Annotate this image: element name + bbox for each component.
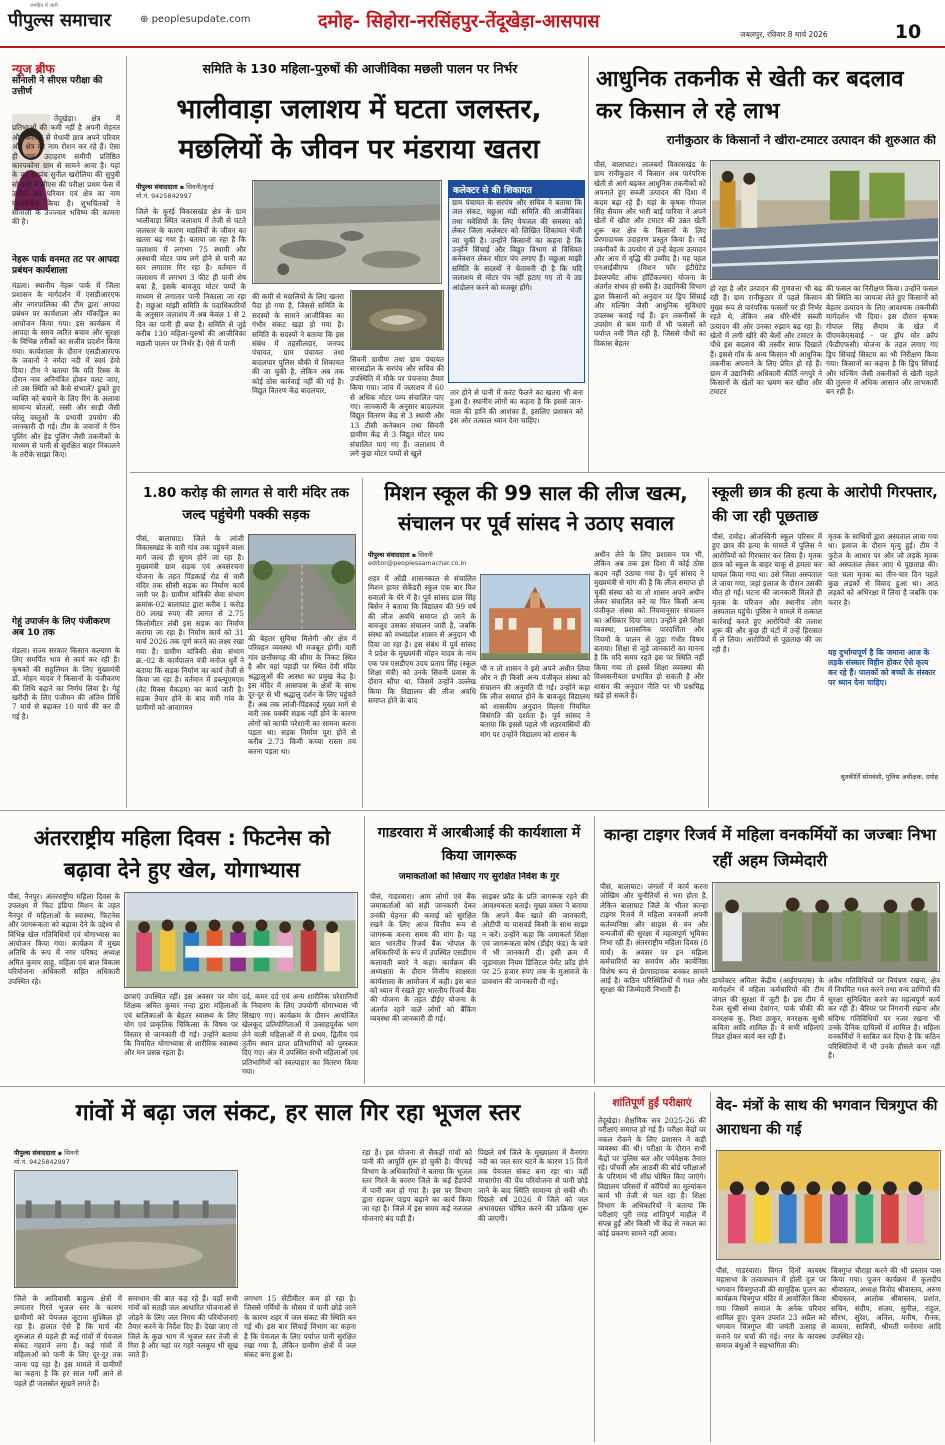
col-divider-1 — [588, 56, 589, 472]
story-womens-day — [0, 812, 362, 1084]
story8-col1: पीसं, बालाघाट। जंगलों में कार्य करना जोखिम और चुनौतियों से भरा होता है, लेकिन बालाघाट जिले के भीतर कान्हा टाइगर रिजर्व में महिला वनकर्मी अपनी कर्तव्यनिष्ठा और साहस से वन और वन्यजीवों की सुरक्षा में महत्वपूर्ण भूमिका निभा रही हैं। अंतरराष्ट्रीय महिला दिवस (8 मार्च) के अवसर पर इन महिला कर्मचारियों का समर्पण और कार्यनिष्ठा विशेष रूप से प्रेरणादायक बनकर सामने आई है। कठिन परिस्थितियों में गश्त और सुरक्षा की जिम्मेदारी निभाती हैं। — [600, 882, 708, 995]
story1-byline-label: पीपुल्स संवाददाता — [136, 183, 178, 191]
brief-item3-title: गेहूं उपार्जन के लिए पंजीकरण अब 10 तक — [12, 617, 110, 638]
sidebar-divider — [126, 56, 127, 808]
story-bhaliwada — [130, 52, 585, 472]
womens-day-rally-photo — [124, 892, 358, 988]
story11-col2: चित्रगुप्त चौराहा करने की भी प्रस्ताव पास किया गया। पूजन कार्यक्रम में कुलदीप श्रीवास्तव, अध्यक्ष विनोद श्रीवास्तव, अरुण श्रीवास्तव, आलोक श्रीवास्तव, प्रशांत, सचिन, संदीप, संजय, सुनील, राहुल, सौरभ, सुरेश, अनिल, मनीष, रौनक, कामना, सावित्री, श्रीमती मनोरमा आदि उपस्थित रहे। — [831, 1266, 941, 1341]
story1-headline: भालीवाड़ा जलाशय में घटता जलस्तर, मछलियों के जीवन पर मंडराया खतरा — [176, 94, 542, 165]
road-construction-photo — [248, 534, 356, 630]
story5-headline: स्कूली छात्र की हत्या के आरोपी गिरफ्तार, की जा रही पूछताछ — [712, 483, 938, 525]
story3-col2: की बेहतर सुविधा मिलेगी और क्षेत्र में परिवहन व्यवस्था भी मजबूत होगी। वारी गांव छत्तीसगढ़ की सीमा के निकट स्थित है और यहां पहाड़ी पर स्थित देवी मंदिर श्रद्धालुओं की आस्था का प्रमुख केंद्र है। इस मंदिर में आसपास के क्षेत्रों के साथ दूर-दूर से भी श्रद्धालु दर्शन के लिए पहुंचते हैं। अब तक लांजी-पिंडकाई मुख्य मार्ग से वारी तक पक्की सड़क नहीं होने के कारण लोगों को काफी परेशानी का सामना करना पड़ता था। सड़क निर्माण पूरा होने से करीब 2.73 किमी कच्चा रास्ता तय करना पड़ता था। — [248, 634, 356, 756]
story4-headline: मिशन स्कूल की 99 साल की लीज खत्म, संचालन पर पूर्व सांसद ने उठाए सवाल — [384, 481, 688, 535]
story2-col2: हो रहा है और उत्पादन की गुणवत्ता भी बढ़ रही है। ग्राम रानीकुठार में पहले किसान मुख्य रूप से पारंपरिक फसलों पर ही निर्भर रहते थे, लेकिन अब धीरे-धीरे सब्जी उत्पादन की ओर उनका रुझान बढ़ रहा है। खेतों में लगी खीरे की बेलों और टमाटर के पौधे इस बदलाव की तस्वीर साफ दिखाते हैं। इससे गाँव के अन्य किसान भी आधुनिक तकनीक अपनाने के लिए प्रेरित हो रहे हैं। ग्राम में उद्यानिकी अधिकारी कीर्ति नगपुरे ने किसानों के खेतों का भ्रमण कर खीरा और टमाटर — [710, 284, 822, 397]
story6-headline: अंतरराष्ट्रीय महिला दिवस : फिटनेस को बढ़ावा देने हुए खेल, योगाभ्यास — [33, 826, 331, 882]
page-number: 10 — [894, 21, 922, 43]
story11-headline: वेद- मंत्रों के साथ की भगवान चित्रगुप्त की आराधना की गई — [716, 1098, 938, 1138]
story9-byline-place: सिवनी — [64, 1149, 79, 1157]
dry-dam-photo — [14, 1170, 238, 1288]
brief-item2-text: मंडला। स्थानीय नेहरू पार्क में जिला प्रशासन के मार्गदर्शन में एसडीआरएफ और नगरपालिका की टीम द्वारा आपदा प्रबंधन पर कार्यशाला और मॉकड्रिल का आयोजन किया गया। इस कार्यक्रम में आपदा के समय त्वरित बचाव और सुरक्षा के विभिन्न तरीकों का सजीव प्रदर्शन किया गया। कार्यशाला के दौरान एसडीआरएफ के जवानों ने नर्मदा नदी में स्वयं डेमो दिया। टीम ने बताया कि यदि रिस्क के दौरान नाव अनियंत्रित होकर पलट जाए, तो उस स्थिति को कैसे संभालें? डूबते हुए व्यक्ति को बचाने के लिए रिंग के अलावा सामान्य बोतलों, रस्सी और साड़ी जैसी घरेलू वस्तुओं के प्रभावी उपयोग की जानकारी दी गई। टीम के जवानों ने पिन पुलिंग और हेड पुलिंग जैसी तकनीकों के माध्यम से पानी से सुरक्षित बाहर निकालने के तरीके साझा किए। — [12, 281, 120, 460]
col-divider-6 — [594, 1092, 595, 1442]
story2-deck: रानीकुठार के किसानों ने खीरा-टमाटर उत्पादन की शुरुआत की — [666, 134, 936, 147]
quote-attribution: श्रुतकीर्ति सोमवंशी, पुलिस अधीक्षक, दमोह — [840, 773, 938, 781]
story5-col2: मृतक के साथियों द्वारा अस्पताल लाया गया था। इलाज के दौरान मृत्यु हुई। टीम ने फुटेज के आधार पर और जो लड़के मृतक को अस्पताल लेकर आए थे पूछताछ की। पता चला मृतक का तीन-चार दिन पहले कुछ लड़कों से विवाद हुआ था। आठ लड़कों को अभिरक्षा में लिया है जबकि एक फरार है। — [828, 532, 938, 607]
story6-col1: पीसं, नैनपुर। अंतरराष्ट्रीय महिला दिवस के उपलक्ष्य में फिट इंडिया मिशन के तहत नैनपुर में महिलाओं के स्वास्थ्य, फिटनेस और जागरूकता को बढ़ावा देने के उद्देश्य से विभिन्न खेल गतिविधियों एवं योगाभ्यास का आयोजन किया गया। कार्यक्रम में मुख्य अतिथि के रूप में नगर परिषद अध्यक्ष अमित कुमार साहू, महिला एवं बाल विकास परियोजना अधिकारी सहित अधिकारी उपस्थित रहे। — [8, 892, 120, 986]
story8-col2: डायरेक्टर अमिता केंद्रीय (आईएफएस) के मार्गदर्शन में महिला कर्मचारियों की टीम जंगल की सुरक्षा में जुटी है। इस टीम में रेंजर सुश्री संध्या देवांगन, पार्क चौकी की वनरक्षक कु. निशा ठाकुर, वनरक्षक सुश्री कविता आदि शामिल हैं। ये सभी महिलाएं निडर होकर कार्य कर रही हैं। — [712, 976, 824, 1042]
brand-logo — [8, 8, 111, 32]
masthead — [0, 0, 945, 48]
col-divider-3 — [708, 478, 709, 808]
story9-col4: रहा है। इस योजना से सैकड़ों गांवों को पानी की आपूर्ति शुरू हो चुकी है। पीएचई विभाग के अधिकारियों ने बताया कि भूजल स्तर गिरने के कारण जिले के कई हैंडपंपों में पानी कम हो गया है। इस पर विभाग द्वारा राइजर पाइप बढ़ाने का कार्य किया जा रहा है। जिले में इस समय कई नलजल योजनाएं बंद पड़ी हैं। — [362, 1148, 472, 1223]
quote-box — [828, 648, 938, 806]
story9-headline: गांवों में बढ़ा जल संकट, हर साल गिर रहा भूजल स्तर — [75, 1100, 521, 1126]
story-exams — [596, 1088, 708, 1445]
dry-reservoir-photo — [252, 180, 442, 284]
story1-col3: सिवनी ग्रामीण तथा ग्राम पंचायत सारसडोल के सरपंच और सचिव की उपस्थिति में मौके पर पंचनामा तैयार किया गया। जांच में जलाशय में 60 से अधिक मोटर पम्प संचालित पाए गए। जानकारी के अनुसार बादलपार विद्युत वितरण केंद्र से 3 स्थायी और 13 टीसी कनेक्शन तथा सिवनी ग्रामीण केंद्र से 3 विद्युत मोटर पम्प संचालित पाए गए हैं। जलाशय में लगे कुछ मोटर पम्पों से खुले — [350, 355, 444, 459]
complaint-box-text: ग्राम पंचायत के सरपंच और सचिव ने बताया कि जल संकट, मछुआ मंडी समिति की आजीविका तथा मवेशियों के लिए पेयजल की समस्या को लेकर जिला कलेक्टर को लिखित शिकायत भेजी जा चुकी है। उन्होंने किसानों का कहना है कि उन्होंने सिंचाई और विद्युत विभाग से विधिवत कनेक्शन लेकर मोटर पंप लगाए हैं। मछुआ माझी समिति के सदस्यों ने चेतावनी दी है कि यदि जलाशय से मोटर पंप नहीं हटाए गए तो वे उग्र आंदोलन करने को मजबूर होंगे। — [452, 198, 582, 292]
brief-item1-text: तेंदूखेड़ा। क्षेत्र में प्रतिभाओं की कमी नहीं है अपनी मेहनत और परिश्रम से मेधावी छात्र अपने परिवार और क्षेत्र का नाम रोशन कर रहे हैं। ऐसा ही एक उदाहरण समीपी प्रतिष्ठित कारपकोना ग्राम से सामने आया है। यहां के पूर्व सरपंच सुनील खरोलिया की सुपुत्री सोनाली ने सीएस की परीक्षा प्रथम फेस में उत्तीर्ण कर परिवार एवं क्षेत्र का नाम गौरवान्वित किया है। शुभचिंतकों ने सोनाली के उज्ज्वल भविष्य की कामना की है। — [12, 114, 120, 227]
story1-kicker: समिति के 130 महिला-पुरुषों की आजीविका मछली पालन पर निर्भर — [202, 62, 518, 76]
story4-col2: भी न तो शासन ने इसे अपने अधीन लिया और न ही किसी अन्य पंजीकृत संस्था को संचालन की अनुमति दी गई। उन्होंने कहा कि लीज समाप्त होने के बावजूद विद्यालय को शासकीय अनुदान मिलना नियमित विसंगति की दर्शाता है। पूर्व सांसद ने बताया कि इससे पहले भी शहरवासियों की मांग पर उन्होंने विद्यालय को शासन के — [480, 664, 590, 739]
story9-col2: समाधान की बात कह रहे हैं। यहाँ सभी गांवों को सतही जल आधारित योजनाओं से जोड़ने के लिए जल निगम की परियोजनाएं तैयार करने के निर्देश दिए हैं। देखा जाए तो जिले के कुछ भाग में भूजल स्तर तेजी से गिरा है और यहां पर गहरे नलकूप भी सूख जाते हैं। — [128, 1294, 238, 1360]
story3-headline: 1.80 करोड़ की लागत से वारी मंदिर तक जल्द पहुंचेगी पक्की सड़क — [142, 485, 350, 523]
farmers-field-photo — [710, 160, 940, 280]
chitragupt-puja-photo — [716, 1150, 941, 1260]
story9-byline-label: पीपुल्स संवाददाता — [14, 1149, 56, 1157]
story4-col1: शहर में ओंडी शासनकाल से संचालित मिशन हायर सेकेंडरी स्कूल एक बार फिर सवालों के घेरे में है। पूर्व सांसद ढाल सिंह बिसेन ने बताया कि विद्यालय की 99 वर्ष की लीज अवधि समाप्त हो जाने के बावजूद उसका संचालन जारी है, जबकि संस्था को मध्यप्रदेश शासन से अनुदान भी दिया जा रहा है। इस संबंध में पूर्व सांसद ने प्रदेश के मुख्यमंत्री मोहन यादव के नाम एक पत्र एसडीएम उदय प्रताप सिंह (स्कूल शिक्षा मंत्री) को उनके सिवनी प्रवास के दौरान सौंपा था, जिसमें उन्होंने उल्लेख किया कि विद्यालय की लीज अवधि समाप्त होने के बाद — [368, 574, 476, 706]
story4-byline-email: editor@peoplessamachar.co.in — [368, 559, 467, 567]
story8-col3: अवैध गतिविधियों पर नियंत्रण रखना, क्षेत्र में नियमित गश्त करने तथा वन्य प्राणियों की सुरक्षा सुनिश्चित करने का महत्वपूर्ण कार्य कर रही हैं। बैरियर पर निगरानी रखना और संदिग्ध गतिविधियों पर नजर रखना भी उनके दैनिक दायित्वों में शामिल है। महिला वनकर्मियों ने साबित कर दिया है कि कठिन परिस्थितियों में भी उनके हौसले कम नहीं हैं। — [828, 976, 940, 1061]
story10-col1: तेंदूखेड़ा। शैक्षणिक सत्र 2025-26 की परीक्षाएं समाप्त हो गई हैं। परीक्षा केंद्रों पर नकल रोकने के लिए प्रशासन ने कड़ी व्यवस्था की थी। परीक्षा के दौरान सभी केंद्रों पर पुलिस बल और पर्यवेक्षक तैनात रहे। पाँचवीं और आठवीं की बोर्ड परीक्षाओं के परिणाम भी शीघ्र घोषित किए जाएंगे। विद्यालय परिसरों में कॉपियों का मूल्यांकन कार्य भी तेजी से चल रहा है। शिक्षा विभाग के अधिकारियों ने बताया कि परीक्षाएं पूरी तरह शांतिपूर्ण माहौल में संपन्न हुईं और किसी भी केंद्र से नकल का कोई प्रकरण सामने नहीं आया। — [598, 1116, 706, 1238]
website-link[interactable] — [140, 14, 250, 25]
story8-headline: कान्हा टाइगर रिजर्व में महिला वनकर्मियों का जज्बाः निभा रहीं अहम जिम्मेदारी — [604, 825, 936, 870]
story1-col1: जिले के कुरई विकासखंड क्षेत्र के ग्राम भालीवाड़ा स्थित जलाशय में तेजी से घटते जलस्तर के कारण मछलियों के जीवन का खतरा बढ़ गया है। बताया जा रहा है कि जलाशय में लगभग 75 स्थायी और अस्थायी मोटर पम्प लगे होने से पानी का स्तर लगातार गिर रहा है। वर्तमान में जलाशय में लगभग 3 फीट ही पानी शेष बचा है, इसके बावजूद मोटर पम्पों के माध्यम से लगातार पानी निकाला जा रहा है। मछुआ मांझी समिति के पदाधिकारियों के अनुसार जलाशय में अब केवल 1 से 2 दिन का पानी ही बचा है। समिति से जुड़े करीब 130 महिला-पुरुषों की आजीविका मछली पालन पर निर्भर है। ऐसे में पानी — [136, 207, 246, 348]
website-url: peoplesupdate.com — [151, 14, 251, 25]
story1-byline: पीपुल्स संवाददाता ▪ सिवनी/कुरई मो.नं. 9425842997 — [136, 183, 214, 200]
complaint-box-title: कलेक्टर से की शिकायत — [449, 181, 584, 198]
story6-col3: दर्द, कमर दर्द एवं अन्य शारीरिक परेशानियों के निवारण के लिए उपयोगी योगाभ्यास भी सिखाए गए। कार्यक्रम के दौरान आयोजित खेलकूद प्रतियोगिताओं में उत्साहपूर्वक भाग लेने वाली महिलाओं में से प्रथम, द्वितीय एवं तृतीय स्थान प्राप्त प्रतिभागियों को पुरस्कार दिए गए। अंत में उपस्थित सभी महिलाओं एवं प्रतिभागियों को स्वल्पाहार का वितरण किया गया। — [242, 992, 358, 1077]
story5-col1: पीसं, दमोह। ओजस्विनी स्कूल परिसर में हुए छात्र की हत्या के मामले में पुलिस ने आरोपियों को गिरफ्तार कर लिया है। मृतक छात्र को स्कूल के बाहर चाकू से हमला कर घायल किया गया था। उसे जिला अस्पताल ले जाया गया, जहां इलाज के दौरान उसकी मौत हो गई। घटना की जानकारी मिलते ही मृतक के परिजन और स्थानीय लोग अस्पताल पहुंचे। पुलिस ने मामले में तत्काल कार्रवाई करते हुए आरोपियों की तलाश शुरू की और कुछ ही घंटों में उन्हें हिरासत में ले लिया। आरोपियों से पूछताछ की जा रही है। — [712, 532, 822, 654]
story2-col1: पीसं, बालाघाट। लालबर्रा विकासखंड के ग्राम रानीकुठार में किसान अब पारंपरिक खेती से आगे बढ़कर आधुनिक तकनीकों को अपनाते हुए सब्जी उत्पादन की दिशा में कदम बढ़ा रहे हैं। यहां के कृषक गोपाल सिंह सैयाम और भारी बाई पारिया ने अपने खेतों में खीरा और टमाटर की उन्नत खेती शुरू कर क्षेत्र के किसानों के लिए प्रेरणादायक उदाहरण प्रस्तुत किया है। नई तकनीकों के उपयोग से उन्हें बेहतर उत्पादन और आय में वृद्धि की उम्मीद है। यह पहल एनआईबीएफ (मिशन फॉर इंटीग्रेटेड डेवलपमेंट ऑफ हॉर्टिकल्चर) योजना के अंतर्गत संभव हो सकी है। उद्यानिकी विभाग द्वारा किसानों को अनुदान पर ड्रिप सिंचाई और मल्चिंग जैसी आधुनिक सुविधाएं उपलब्ध कराई गई हैं। इन तकनीकों के उपयोग से कम पानी में भी फसलों को पर्याप्त नमी मिल रही है, जिससे पौधों का विकास बेहतर — [594, 160, 706, 348]
story-modern-farming — [590, 52, 945, 472]
story2-headline: आधुनिक तकनीक से खेती कर बदलाव कर किसान ले रहे लाभ — [596, 67, 904, 124]
story1-col4: तार होने से पानी में करंट फैलने का खतरा भी बना हुआ है। स्थानीय लोगों का कहना है कि इससे जान-माल की हानि की आशंका है, इसलिए प्रशासन को इस ओर तत्काल ध्यान देना चाहिए। — [450, 388, 583, 426]
story9-col1: जिले के आदिवासी बाहुल्य क्षेत्रों में लगातार गिरते भूजल स्तर के कारण ग्रामीणों को पेयजल जुटाना मुश्किल हो रहा है। हालात ऐसे हैं कि मार्च की शुरुआत से पहले ही कई गांवों में पेयजल संकट गहराने लगा है। कई गांवों में महिलाओं को पानी के लिए दूर-दूर तक जाना पड़ रहा है। इस मामले में ग्रामीणों का कहना है कि हर साल गर्मी आने से पहले ही जलस्रोत सूखने लगते हैं। — [14, 1294, 122, 1388]
story1-col2: की कमी से मछलियों के लिए खतरा पैदा हो गया है, जिससे समिति के सदस्यों के सामने आजीविका का गंभीर संकट खड़ा हो गया है। समिति के सदस्यों ने बताया कि इस संबंध में तहसीलदार, जनपद पंचायत, ग्राम पंचायत तथा बादलपार पुलिस चौकी में शिकायत की जा चुकी है, लेकिन अब तक कोई ठोस कार्रवाई नहीं की गई है। विद्युत वितरण केंद्र बादलपार, — [252, 292, 344, 396]
story9-col5: पिछले वर्ष जिले के मुख्यालय में वैनगंगा नदी का जल स्तर घटने के कारण 15 दिनों तक पेयजल संकट बना रहा था। वहीं माचागोरा की पेंच परियोजना से पानी छोड़े जाने के बाद स्थिति सामान्य हो सकी थी। पिछले वर्ष 2026 में जिले को जल अभावग्रस्त घोषित करने की प्रक्रिया शुरू की जाएगी। — [478, 1148, 588, 1223]
row-divider-1 — [130, 472, 945, 473]
story-road — [130, 474, 360, 808]
story4-byline: पीपुल्स संवाददाता ▪ सिवनी editor@peoplessamachar.co.in — [368, 551, 467, 567]
story2-col3: की फसल का निरीक्षण किया। उन्होंने फसल की स्थिति का जायजा लेते हुए किसानों को बेहतर उत्पादन के लिए आवश्यक तकनीकी मार्गदर्शन भी दिया। इस दौरान कृषक गोपाल सिंह सैयाम के खेत में पीएमकेएसवाई - पर ड्रॉप मोर क्रॉप (फैडीएफसी) योजना के तहत लगाए गए ड्रिप सिंचाई सिस्टम का भी निरीक्षण किया गया। किसानों का कहना है कि ड्रिप सिंचाई और मल्चिंग जैसी तकनीकों से खेती पहले की तुलना में अधिक आसान और लाभकारी बन रही है। — [826, 284, 938, 397]
mission-school-building-photo — [480, 574, 590, 660]
fish-in-pond-photo — [350, 290, 444, 350]
story-mission-school — [364, 474, 706, 808]
story9-col3: लगभग 15 सेंटीमीटर कम हो रहा है। जिससे गर्मियों के मौसम में पानी छोड़े जाने के कारण शहर में जल संकट की स्थिति बन गई थी। इस बार सिंचाई विभाग का कहना है कि पेयजल के लिए पर्याप्त पानी सुरक्षित रखा गया है, लेकिन ग्रामीण क्षेत्रों में जल संकट बना हुआ है। — [244, 1294, 356, 1360]
col-divider-4 — [364, 816, 365, 1084]
row-divider-3 — [0, 1086, 945, 1087]
brief-item1-title: सोनाली ने सीएस परीक्षा की उत्तीर्ण — [12, 76, 103, 97]
story7-headline: गाडरवारा में आरबीआई की कार्यशाला में किया जागरूक — [377, 825, 581, 864]
brand-name: पीपुल्स समाचार — [8, 10, 111, 31]
story-student-murder — [710, 474, 945, 808]
story-chitragupt — [712, 1088, 945, 1445]
story11-col1: पीसं, गाडरवारा। विगत दिनों कायस्थ महासभा के तत्वावधान में होली दूज पर भगवान चित्रगुप्तजी की सामूहिक पूजन का कार्यक्रम चित्रगुप्त मंदिर में आयोजित किया गया जिसमें समाज के अनेक परिवार शामिल हुए। पूजन उपरांत 23 अप्रैल को भगवान चित्रगुप्त की जयंती उत्साह से मनाने पर चर्चा की गई। नगर के कायस्थ समाज बंधुओं ने सहभागिता की। — [716, 1266, 826, 1351]
story1-byline-place: सिवनी/कुरई — [186, 183, 214, 191]
story4-byline-place: सिवनी — [418, 551, 433, 559]
story6-col2: छात्राएं उपस्थित रहीं। इस अवसर पर योग शिक्षक अमित कुमार नन्दा द्वारा महिलाओं एवं बालिकाओं के बेहतर स्वास्थ्य के लिए योग एवं प्राकृतिक चिकित्सा के विषय पर विस्तार से जानकारी दी गई। उन्होंने बताया कि नियमित योगाभ्यास से शारीरिक स्वास्थ्य और मन प्रसन्न रहता है। — [124, 992, 238, 1058]
story-kanha-women — [596, 812, 945, 1084]
section-title: दमोह- सिहोरा-नरसिंहपुर-तेंदूखेड़ा-आसपास — [318, 11, 600, 32]
story3-col1: पीसं, बालाघाट। जिले के लांजी विकासखंड के वारी गांव तक पहुंचने वाला मार्ग जल्द ही सुगम होने जा रहा है। मुख्यमंत्री ग्राम सड़क एवं अवसंरचना योजना के तहत पिंडकाई रोड से वारी मंदिर तक सीसी सड़क का निर्माण कार्य जारी पर है। ग्रामीण यांत्रिकी सेवा संभाग क्रमांक-02 बालाघाट द्वारा करीब 1 करोड़ 80 लाख रुपए की लागत से 2.75 किलोमीटर लंबी इस सड़क का निर्माण कराया जा रहा है। निर्माण कार्य को 31 मार्च 2026 तक पूर्ण करने का लक्ष्य रखा गया है। ग्रामीण यांत्रिकी सेवा संभाग क्र.-02 के कार्यपालन यंत्री मनोज धुर्वे ने बताया कि सड़क निर्माण का कार्य तेजी से किया जा रहा है। वर्तमान में डब्ल्यूएमएम (वेट मिक्स मैकडम) का कार्य जारी है। सड़क तैयार होने के बाद वारी गांव के ग्रामीणों को आवागमन — [136, 534, 244, 713]
brief-item3-text: मंडला। राज्य सरकार किसान कल्याण के लिए समर्पित भाव से कार्य कर रही है। कृषकों की सहूलियत के लिए मुख्यमंत्री डॉ. मोहन यादव ने किसानों के पंजीकरण की तिथि बढ़ाने का निर्णय लिया है। गेहूं खरीदी के लिए पंजीयन की अंतिम तिथि 7 मार्च से बढ़ाकर 10 मार्च की कर दी गई है। — [12, 646, 120, 721]
dateline: जबलपुर, रविवार 8 मार्च 2026 — [740, 30, 828, 39]
news-brief-label: न्यूज ब्रीफ — [12, 62, 55, 76]
story4-col3: अधीन लेने के लिए प्रशासन पत्र भी, लेकिन अब तक इस दिशा में कोई ठोस कदम नहीं उठाया गया है। पूर्व सांसद ने मुख्यमंत्री से मांग की है कि लीज समाप्त हो चुकी संस्था को या तो शासन अपने अधीन लेकर संचालित करे या फिर किसी अन्य पंजीकृत संस्था को नियमानुसार संचालन का अधिकार दिया जाए। उन्होंने इसे शिक्षा व्यवस्था, प्रशासनिक पारदर्शिता और नियमों के पालन से जुड़ा गंभीर विषय बताया। शिक्षा से जुड़े जानकारों का मानना है कि यदि समय रहते इस पर स्थिति नहीं किया गया तो इससे शिक्षा व्यवस्था की विश्वसनीयता प्रभावित हो सकती है और शासन की अनुदान नीति पर भी प्रश्नचिह्न खड़े हो सकते हैं। — [594, 550, 704, 701]
forest-guards-photo — [712, 882, 940, 972]
row-divider-2 — [0, 810, 945, 811]
quote-text: यह दुर्भाग्यपूर्ण है कि जमाना आज के लड़के संस्कार विहीन होकर ऐसे कृत्य कर रहे हैं। पालकों को बच्चों के संस्कार पर ध्यान देना चाहिए। — [828, 648, 936, 687]
brand-tag: जनहित में जारी — [30, 3, 58, 9]
story9-byline-mobile: मो.नं. 9425842997 — [14, 1158, 70, 1166]
story4-byline-label: पीपुल्स संवाददाता — [368, 551, 410, 559]
story1-byline-mobile: मो.नं. 9425842997 — [136, 192, 192, 200]
col-divider-5 — [594, 816, 595, 1084]
story10-headline: शांतिपूर्ण हुईं परीक्षाएं — [612, 1097, 692, 1109]
complaint-box — [448, 180, 585, 383]
col-divider-2 — [362, 478, 363, 808]
story-water-crisis — [0, 1088, 592, 1445]
brief-item2-title: नेहरू पार्क वनमत तट पर आपदा प्रबंधन कार्यशाला — [12, 255, 120, 276]
story7-col1: पीसं, गाडरवारा। आम लोगों एवं बैंक जमाकर्ताओं को सही जानकारी देकर उनकी मेहनत की कमाई को सुरक्षित रखने के लिए आज वित्तीय रूप से जागरूक करना समय की मांग है। यह बात भारतीय रिजर्व बैंक भोपाल के अधिकारियों के रूप में उपस्थित एसडीएम कलावती ब्यारे ने कहा। कार्यक्रम की अध्यक्षता के दौरान वित्तीय साक्षरता कार्यशाला के आयोजन में कही। इस बात को ध्यान में रखते हुए भारतीय रिजर्व बैंक की योजना के तहत डीईए योजना के अंतर्गत रहने वाले लोगों को बैंकिंग व्यवस्था की जानकारी दी गई। — [370, 892, 476, 1024]
col-divider-7 — [710, 1092, 711, 1442]
globe-icon: ⊕ — [140, 14, 149, 25]
story9-byline: पीपुल्स संवाददाता ▪ सिवनी मो.नं. 9425842997 — [14, 1149, 79, 1166]
news-brief-sidebar — [0, 52, 124, 808]
story7-col2: साइबर फ्रॉड के प्रति जागरूक रहने की आवश्यकता बताई। मुख्य वक्ता ने बताया कि अपने बैंक खाते की जानकारी, ओटीपी या पासवर्ड किसी के साथ साझा न करें। उन्होंने कहा कि जमाकर्ता शिक्षा एवं जागरूकता कोष (डीईए फंड) के बारे में भी जानकारी दी। इसी क्रम में जुड़ावाला नियम डिजिटल पेमेंट फ्रॉड होने पर 25 हजार रुपए तक के मुआवजे के प्रावधान की जानकारी दी गई। — [482, 892, 588, 986]
story7-deck: जमाकर्ताओं को सिखाए गए सुरक्षित निवेश के गुर — [398, 872, 560, 882]
story-rbi-workshop — [366, 812, 592, 1084]
